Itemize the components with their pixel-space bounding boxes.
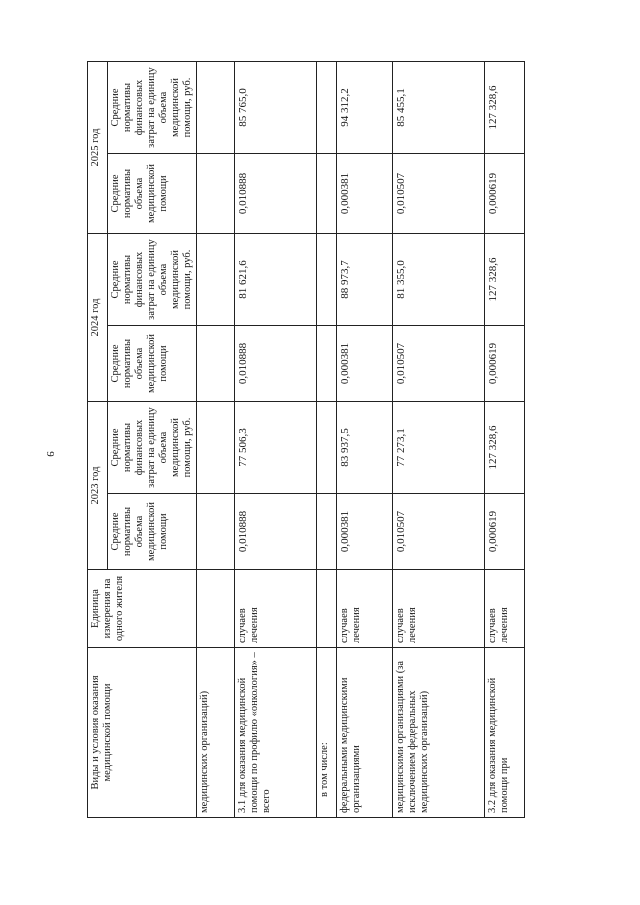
row-cost-2024: 88 973,7 — [337, 234, 393, 326]
row-volume-2024: 0,000619 — [485, 326, 525, 402]
row-volume-2024 — [197, 326, 235, 402]
row-cost-2023: 77 273,1 — [393, 402, 485, 494]
row-cost-2025: 85 765,0 — [235, 62, 317, 154]
header-volume-2023: Средние нормативы объема медицинской помощи — [108, 494, 197, 570]
header-year-2025: 2025 год — [88, 62, 108, 234]
row-volume-2023: 0,010888 — [235, 494, 317, 570]
row-label: медицинских организаций) — [197, 648, 235, 818]
row-cost-2024 — [197, 234, 235, 326]
row-volume-2023 — [197, 494, 235, 570]
header-unit: Единица измерения на одного жителя — [88, 570, 197, 648]
row-label: федеральными медицинскими организациями — [337, 648, 393, 818]
row-volume-2023: 0,000381 — [337, 494, 393, 570]
row-cost-2023: 127 328,6 — [485, 402, 525, 494]
row-cost-2024 — [317, 234, 337, 326]
header-cost-2025: Средние нормативы финансовых затрат на единицу объема медицинской помощи, руб. — [108, 62, 197, 154]
row-unit — [317, 570, 337, 648]
header-cost-2023: Средние нормативы финансовых затрат на единицу объема медицинской помощи, руб. — [108, 402, 197, 494]
header-year-2024: 2024 год — [88, 234, 108, 402]
row-cost-2023 — [317, 402, 337, 494]
page-number: 9 — [43, 451, 56, 457]
rotated-table-wrapper — [87, 62, 577, 818]
row-unit: случаев лечения — [337, 570, 393, 648]
table-row — [337, 62, 393, 818]
header-cost-2024: Средние нормативы финансовых затрат на единицу объема медицинской помощи, руб. — [108, 234, 197, 326]
row-label: 3.2 для оказания медицинской помощи при — [485, 648, 525, 818]
table-row — [235, 62, 317, 818]
row-volume-2025 — [317, 154, 337, 234]
row-volume-2024: 0,010507 — [393, 326, 485, 402]
row-volume-2024 — [317, 326, 337, 402]
row-label: в том числе: — [317, 648, 337, 818]
row-volume-2025 — [197, 154, 235, 234]
header-type: Виды и условия оказания медицинской помощи — [88, 648, 197, 818]
table-row — [485, 62, 525, 818]
row-volume-2025: 0,010507 — [393, 154, 485, 234]
row-unit — [197, 570, 235, 648]
row-volume-2024: 0,010888 — [235, 326, 317, 402]
row-volume-2025: 0,010888 — [235, 154, 317, 234]
row-volume-2025: 0,000381 — [337, 154, 393, 234]
row-cost-2024: 81 621,6 — [235, 234, 317, 326]
normatives-table — [87, 61, 525, 818]
row-cost-2023: 83 937,5 — [337, 402, 393, 494]
row-cost-2025: 94 312,2 — [337, 62, 393, 154]
header-year-2023: 2023 год — [88, 402, 108, 570]
row-label: 3.1 для оказания медицинской помощи по профилю «онкология» – всего — [235, 648, 317, 818]
row-volume-2025: 0,000619 — [485, 154, 525, 234]
row-volume-2024: 0,000381 — [337, 326, 393, 402]
row-volume-2023: 0,000619 — [485, 494, 525, 570]
row-volume-2023 — [317, 494, 337, 570]
row-cost-2024: 81 355,0 — [393, 234, 485, 326]
table-row — [197, 62, 235, 818]
table-row — [317, 62, 337, 818]
row-cost-2025 — [197, 62, 235, 154]
row-unit: случаев лечения — [393, 570, 485, 648]
row-volume-2023: 0,010507 — [393, 494, 485, 570]
row-label: медицинскими организациями (за исключением федеральных медицинских организаций) — [393, 648, 485, 818]
row-unit: случаев лечения — [235, 570, 317, 648]
header-volume-2025: Средние нормативы объема медицинской помощи — [108, 154, 197, 234]
row-cost-2023: 77 506,3 — [235, 402, 317, 494]
row-cost-2024: 127 328,6 — [485, 234, 525, 326]
row-cost-2025 — [317, 62, 337, 154]
row-cost-2023 — [197, 402, 235, 494]
row-cost-2025: 85 455,1 — [393, 62, 485, 154]
row-unit: случаев лечения — [485, 570, 525, 648]
header-volume-2024: Средние нормативы объема медицинской помощи — [108, 326, 197, 402]
table-row — [393, 62, 485, 818]
row-cost-2025: 127 328,6 — [485, 62, 525, 154]
